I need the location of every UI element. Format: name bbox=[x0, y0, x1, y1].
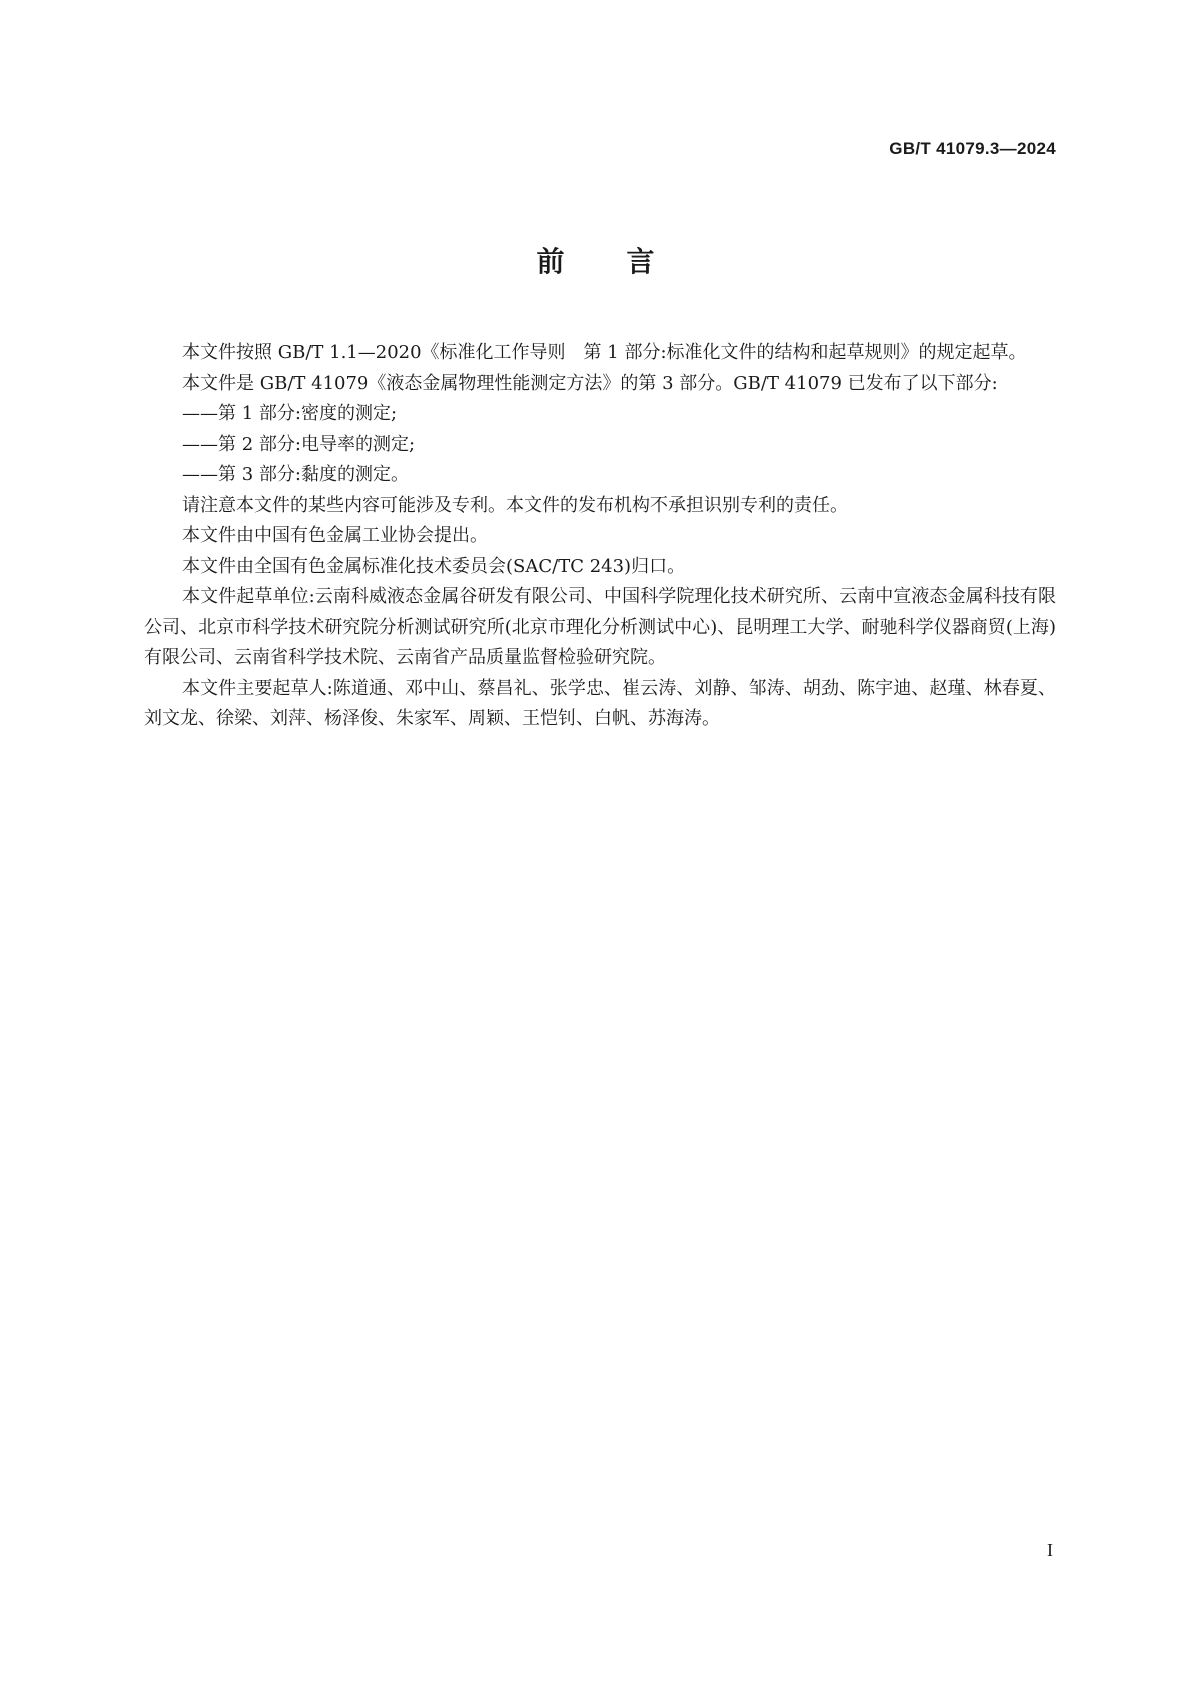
page-title: 前言 bbox=[536, 245, 717, 278]
paragraph-drafters: 本文件主要起草人:陈道通、邓中山、蔡昌礼、张学忠、崔云涛、刘静、邹涛、胡劲、陈宇迪、赵瑾、林春夏、刘文龙、徐梁、刘萍、杨泽俊、朱家军、周颖、王恺钊、白帆、苏海涛。 bbox=[144, 677, 1056, 729]
paragraph-drafting-rules: 本文件按照 GB/T 1.1—2020《标准化工作导则 第 1 部分:标准化文件的结构和起草规则》的规定起草。 bbox=[182, 342, 1027, 363]
paragraph-patent-notice: 请注意本文件的某些内容可能涉及专利。本文件的发布机构不承担识别专利的责任。 bbox=[182, 494, 848, 516]
document-number: GB/T 41079.3—2024 bbox=[889, 139, 1056, 158]
paragraph-series-parts: 本文件是 GB/T 41079《液态金属物理性能测定方法》的第 3 部分。GB/T 41079 已发布了以下部分: bbox=[182, 372, 998, 394]
list-item-part-3: ——第 3 部分:黏度的测定。 bbox=[182, 464, 409, 485]
foreword-body bbox=[144, 338, 1056, 735]
paragraph-drafting-units: 本文件起草单位:云南科威液态金属谷研发有限公司、中国科学院理化技术研究所、云南中宣液态金属科技有限公司、北京市科学技术研究院分析测试研究所(北京市理化分析测试中心)、昆明理工大学、耐驰科学仪器商贸(上海)有限公司、云南省科学技术院、云南省产品质量监督检验研究院。 bbox=[144, 586, 1056, 668]
paragraph-committee: 本文件由全国有色金属标准化技术委员会(SAC/TC 243)归口。 bbox=[182, 555, 686, 577]
paragraph-proposer: 本文件由中国有色金属工业协会提出。 bbox=[182, 525, 488, 546]
page-number: I bbox=[1047, 1540, 1053, 1560]
list-item-part-2: ——第 2 部分:电导率的测定; bbox=[182, 433, 416, 455]
list-item-part-1: ——第 1 部分:密度的测定; bbox=[182, 403, 398, 424]
